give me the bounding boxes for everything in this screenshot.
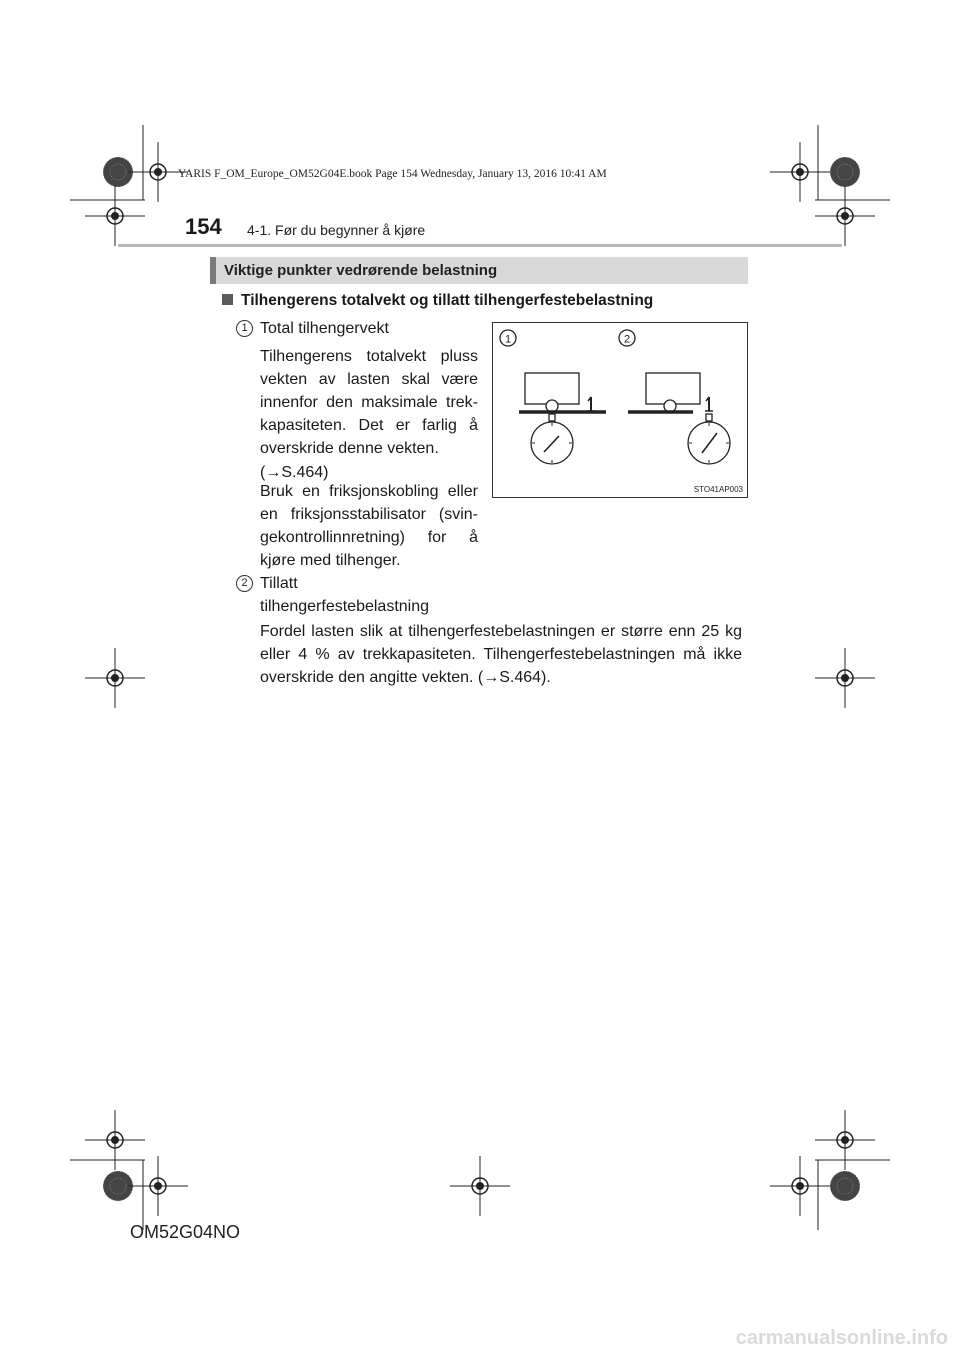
figure-code: STO41AP003: [693, 485, 743, 494]
chapter-title: 4-1. Før du begynner å kjøre: [247, 222, 426, 238]
registration-dial-icon: [830, 1171, 860, 1201]
print-info: YARIS F_OM_Europe_OM52G04E.book Page 154 Wednesday, January 13, 2016 10:41 AM: [178, 168, 607, 180]
trailer-scale-right-icon: [628, 373, 730, 464]
item-title: [260, 572, 429, 618]
footer-code: OM52G04NO: [130, 1222, 241, 1242]
item-paragraph: Fordel lasten slik at tilhengerfestebelastningen er større enn 25 kg eller 4 % av trekkapasiteten. Tilhengerfestebelastningen må ikke overskride den angitte vekten. (→S.464).: [260, 623, 742, 686]
item-number-badge: 2: [236, 575, 253, 592]
subheading: [222, 292, 653, 310]
item-paragraph: Tilhengerens totalvekt pluss vekten av lasten skal være innenfor den maksimale trek-kapasiteten. Det er farlig å overskride denne vekten.: [260, 348, 478, 457]
item-paragraph: Bruk en friksjonskobling eller en friksjonsstabilisator (svin-gekontrollinnretning) for å kjøre med tilhenger.: [260, 483, 478, 569]
subheading-text: Tilhengerens totalvekt og tillatt tilhengerfestebelastning: [241, 292, 654, 309]
trailer-scale-left-icon: [519, 373, 606, 464]
page-reference-link[interactable]: (→S.464): [260, 464, 329, 481]
trailer-scale-illustration: [493, 323, 747, 497]
watermark-logo: [690, 1322, 950, 1352]
square-bullet-icon: [222, 294, 233, 305]
section-title: Viktige punkter vedrørende belastning: [224, 262, 498, 279]
svg-text:carmanualsonline.info: carmanualsonline.info: [735, 1327, 948, 1349]
trailer-weight-figure: [492, 322, 748, 498]
figure-label-2: 2: [623, 333, 631, 346]
registration-dial-icon: [830, 157, 860, 187]
page-number: 154: [185, 214, 222, 239]
header-rule: [118, 244, 842, 247]
item-title-line: tilhengerfestebelastning: [260, 598, 430, 615]
figure-label-1: 1: [504, 333, 512, 346]
item-number-badge: 1: [236, 320, 253, 337]
section-header: [210, 257, 748, 284]
item-title: Total tilhengervekt: [260, 320, 389, 337]
item-title-line: Tillatt: [260, 575, 298, 592]
